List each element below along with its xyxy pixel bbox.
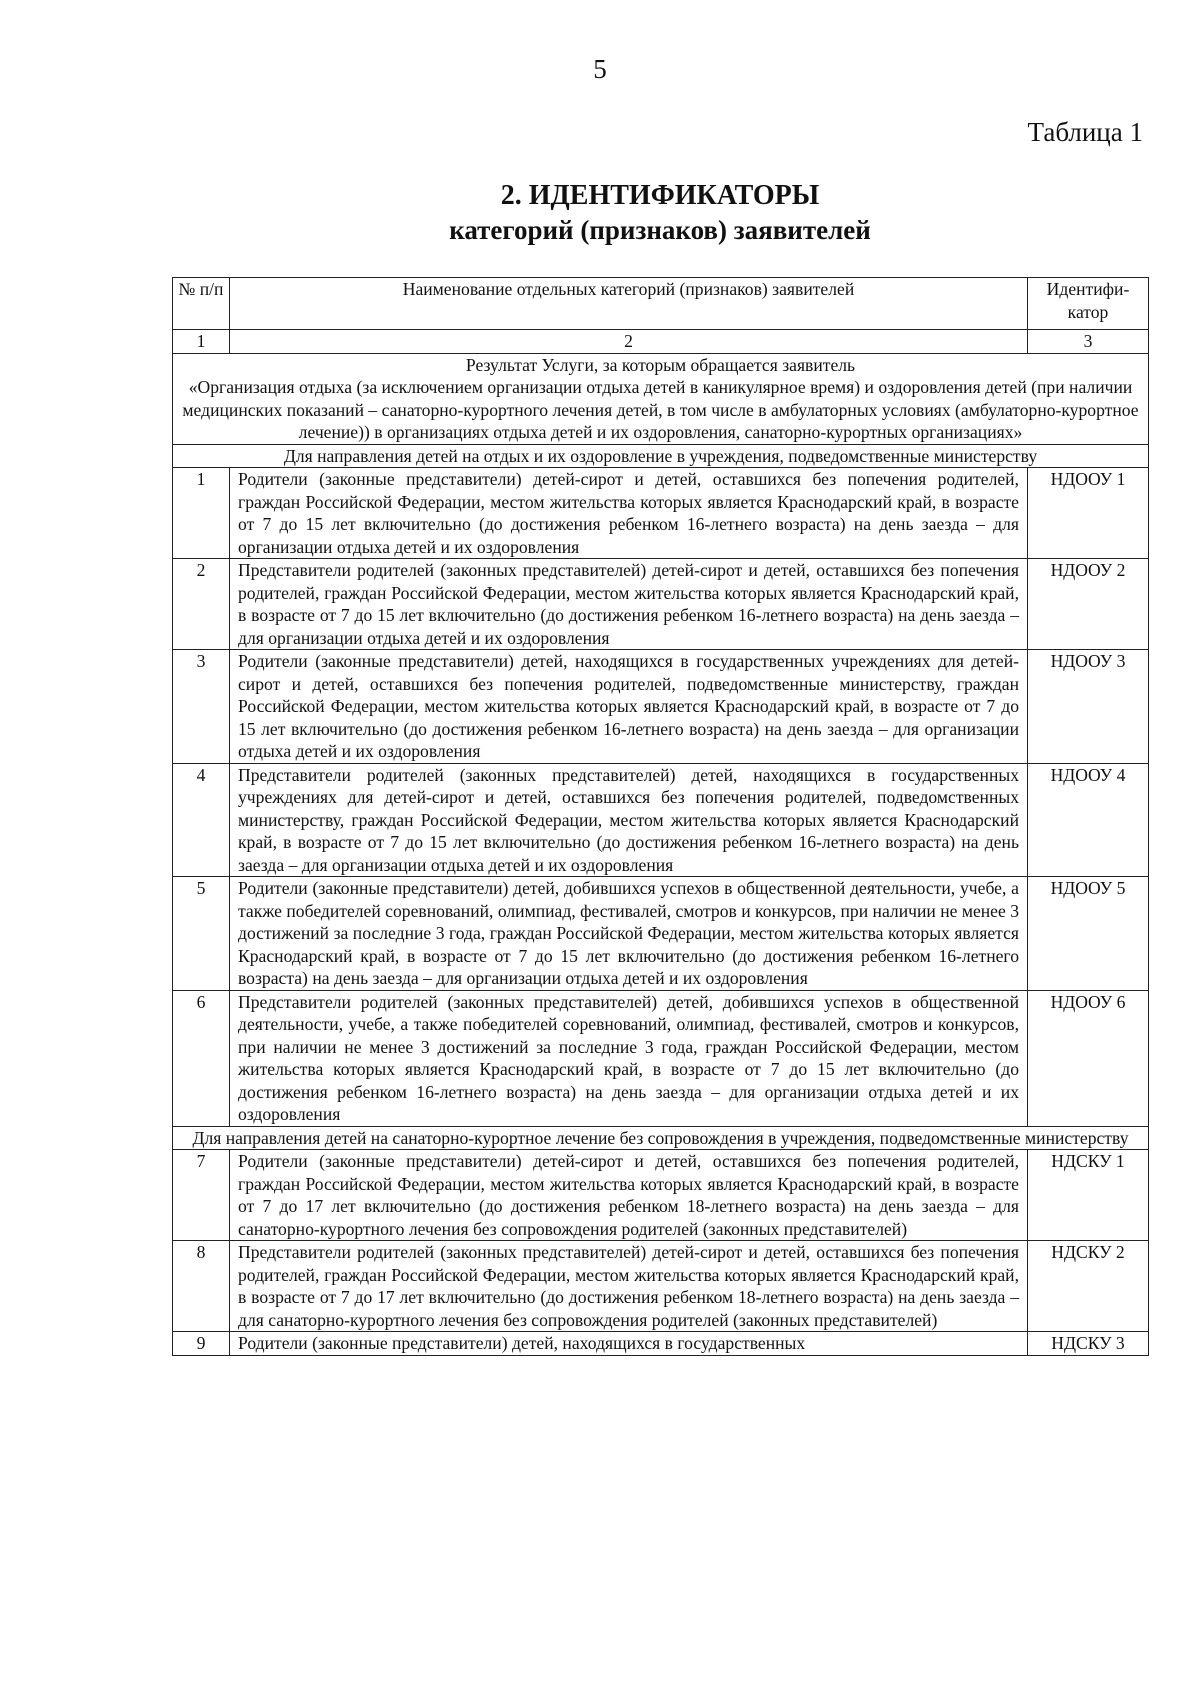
row-text: Родители (законные представители) детей-сирот и детей, оставшихся без попечения родителей, граждан Российской Федерации, местом жительства которых является Краснодарский край, в возрасте от 7 до 17 лет включительно (до достижения ребенком 18-летнего возраста) на день заезда – для санаторно-курортного лечения без сопровождения родителей (законных представителей) [230, 1150, 1028, 1241]
section-row [173, 444, 1149, 468]
table-label: Таблица 1 [1027, 117, 1143, 147]
row-identifier: НДООУ 3 [1028, 650, 1149, 764]
row-identifier: НДООУ 6 [1028, 990, 1149, 1126]
row-identifier: НДСКУ 3 [1028, 1332, 1149, 1356]
table-row [173, 650, 1149, 764]
document-subtitle: категорий (признаков) заявителей [449, 215, 871, 245]
row-text: Представители родителей (законных представителей) детей, добившихся успехов в общественной деятельности, учебе, а также победителей соревнований, олимпиад, фестивалей, смотров и конкурсов, при наличии не менее 3 достижений за последние 3 года, граждан Российской Федерации, местом жительства которых является Краснодарский край, в возрасте от 7 до 15 лет включительно (до достижения ребенком 16-летнего возраста) на день заезда – для организации отдыха детей и их оздоровления [230, 990, 1028, 1126]
result-block-text: «Организация отдыха (за исключением организации отдыха детей в каникулярное время) и оздоровления детей (при наличии медицинских показаний – санаторно-курортного лечения детей, в том числе в амбулаторных условиях (амбулаторно-курортное лечение)) в организациях отдыха детей и их оздоровления, санаторно-курортных организациях» [182, 377, 1139, 442]
row-number: 4 [173, 763, 230, 877]
row-text: Родители (законные представители) детей, добившихся успехов в общественной деятельности, учебе, а также победителей соревнований, олимпиад, фестивалей, смотров и конкурсов, при наличии не менее 3 достижений за последние 3 года, граждан Российской Федерации, местом жительства которых является Краснодарский край, в возрасте от 7 до 15 лет включительно (до достижения ребенком 16-летнего возраста) на день заезда – для организации отдыха детей и их оздоровления [230, 877, 1028, 991]
row-number: 9 [173, 1332, 230, 1356]
row-number: 1 [173, 468, 230, 559]
section-title: Для направления детей на отдых и их оздоровление в учреждения, подведомственные министерству [173, 444, 1149, 468]
row-identifier: НДСКУ 2 [1028, 1241, 1149, 1332]
section-title: Для направления детей на санаторно-курортное лечение без сопровождения в учреждения, подведомственные министерству [173, 1126, 1149, 1150]
table-row [173, 468, 1149, 559]
column-number: 3 [1028, 330, 1149, 354]
table-row [173, 990, 1149, 1126]
table-header-row [173, 278, 1149, 330]
result-block [173, 353, 1149, 444]
row-text: Родители (законные представители) детей-сирот и детей, оставшихся без попечения родителей, граждан Российской Федерации, местом жительства которых является Краснодарский край, в возрасте от 7 до 15 лет включительно (до достижения ребенком 16-летнего возраста) на день заезда – для организации отдыха детей и их оздоровления [230, 468, 1028, 559]
row-identifier: НДООУ 5 [1028, 877, 1149, 991]
table-row [173, 1332, 1149, 1356]
row-text: Представители родителей (законных представителей) детей-сирот и детей, оставшихся без попечения родителей, граждан Российской Федерации, местом жительства которых является Краснодарский край, в возрасте от 7 до 17 лет включительно (до достижения ребенком 18-летнего возраста) на день заезда – для санаторно-курортного лечения без сопровождения родителей (законных представителей) [230, 1241, 1028, 1332]
row-number: 7 [173, 1150, 230, 1241]
header-col-name: Наименование отдельных категорий (признаков) заявителей [230, 278, 1028, 330]
row-identifier: НДСКУ 1 [1028, 1150, 1149, 1241]
header-col-id: Идентифи-катор [1028, 278, 1149, 330]
row-identifier: НДООУ 4 [1028, 763, 1149, 877]
row-number: 3 [173, 650, 230, 764]
table-row [173, 1241, 1149, 1332]
table-row [173, 559, 1149, 650]
table-row [173, 877, 1149, 991]
table-row [173, 763, 1149, 877]
row-text: Родители (законные представители) детей, находящихся в государственных [230, 1332, 1028, 1356]
row-text: Представители родителей (законных представителей) детей, находящихся в государственных учреждениях для детей-сирот и детей, оставшихся без попечения родителей, подведомственных министерству, граждан Российской Федерации, местом жительства которых является Краснодарский край, в возрасте от 7 до 15 лет включительно (до достижения ребенком 16-летнего возраста) на день заезда – для организации отдыха детей и их оздоровления [230, 763, 1028, 877]
row-number: 6 [173, 990, 230, 1126]
column-number: 2 [230, 330, 1028, 354]
document-title: 2. ИДЕНТИФИКАТОРЫ [500, 180, 820, 211]
row-number: 8 [173, 1241, 230, 1332]
header-col-num: № п/п [173, 278, 230, 330]
result-block-heading: Результат Услуги, за которым обращается заявитель [465, 354, 856, 375]
row-identifier: НДООУ 1 [1028, 468, 1149, 559]
row-number: 5 [173, 877, 230, 991]
row-text: Родители (законные представители) детей, находящихся в государственных учреждениях для детей-сирот и детей, оставшихся без попечения родителей, подведомственные министерству, граждан Российской Федерации, местом жительства которых является Краснодарский край, в возрасте от 7 до 15 лет включительно (до достижения ребенком 16-летнего возраста) на день заезда – для организации отдыха детей и их оздоровления [230, 650, 1028, 764]
section-row [173, 1126, 1149, 1150]
page-number: 5 [593, 54, 607, 84]
row-text: Представители родителей (законных представителей) детей-сирот и детей, оставшихся без попечения родителей, граждан Российской Федерации, местом жительства которых является Краснодарский край, в возрасте от 7 до 15 лет включительно (до достижения ребенком 16-летнего возраста) на день заезда – для организации отдыха детей и их оздоровления [230, 559, 1028, 650]
document-heading [0, 178, 1200, 248]
result-block-row [173, 353, 1149, 444]
column-numbers-row [173, 330, 1149, 354]
table-row [173, 1150, 1149, 1241]
row-number: 2 [173, 559, 230, 650]
identifiers-table [172, 277, 1149, 1356]
column-number: 1 [173, 330, 230, 354]
row-identifier: НДООУ 2 [1028, 559, 1149, 650]
